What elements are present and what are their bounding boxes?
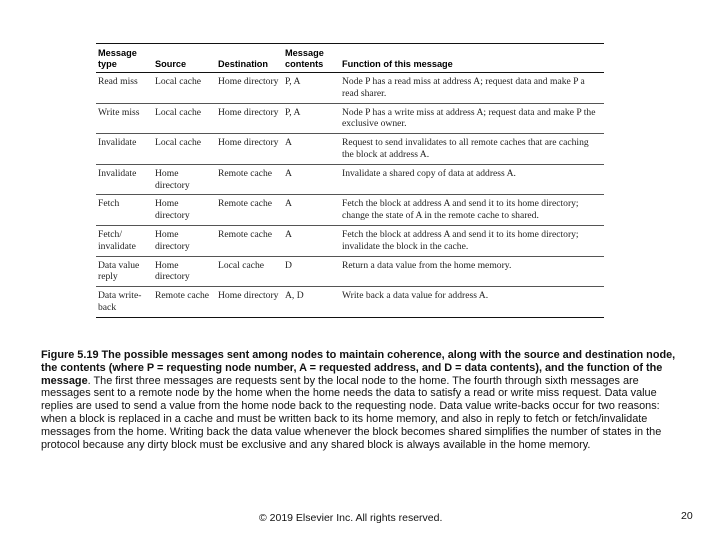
cell-source: Local cache <box>155 76 202 87</box>
cell-contents: A <box>285 167 292 179</box>
cell-source: Home directory <box>155 228 190 252</box>
table-row <box>96 73 604 104</box>
cell-source: Home directory <box>155 259 190 283</box>
cell-destination: Home directory <box>218 76 279 87</box>
header-source: Source <box>155 59 187 69</box>
caption-title: Figure 5.19 The possible messages sent among nodes to maintain coherence, along with the source and destination node, the contents (where P = requesting node number, A = requested address, and D = data contents), and the function of the message <box>41 349 676 387</box>
cell-function: Fetch the block at address A and send it to its home directory; invalidate the block in the cache. <box>342 228 579 252</box>
cell-source: Home directory <box>155 198 190 222</box>
cell-contents: A <box>285 137 292 149</box>
cell-message-type: Fetch <box>98 198 120 210</box>
page-number: 20 <box>681 510 693 522</box>
cell-source: Local cache <box>155 106 202 118</box>
cell-destination: Remote cache <box>218 228 273 240</box>
cell-contents: A, D <box>285 290 304 302</box>
message-table-figure <box>96 43 604 318</box>
cell-destination: Home directory <box>218 290 279 302</box>
table-row <box>96 287 604 318</box>
cell-function: Return a data value from the home memory. <box>342 259 512 271</box>
cell-function: Request to send invalidates to all remote caches that are caching the block at address A. <box>342 137 589 160</box>
cell-function: Node P has a read miss at address A; request data and make P a read sharer. <box>342 76 585 99</box>
cell-contents: P, A <box>285 76 301 87</box>
cell-message-type: Invalidate <box>98 137 137 149</box>
cell-destination: Local cache <box>218 259 265 271</box>
header-destination: Destination <box>218 59 269 69</box>
cell-message-type: Read miss <box>98 76 138 87</box>
cell-destination: Home directory <box>218 137 279 149</box>
copyright-notice: © 2019 Elsevier Inc. All rights reserved. <box>259 512 443 524</box>
cell-function: Write back a data value for address A. <box>342 290 489 302</box>
coherence-message-table <box>96 43 604 318</box>
cell-destination: Remote cache <box>218 167 273 179</box>
cell-message-type: Write miss <box>98 106 140 118</box>
cell-message-type: Data value reply <box>98 259 140 283</box>
cell-source: Home directory <box>155 167 190 191</box>
table-row <box>96 164 604 195</box>
cell-message-type: Fetch/ invalidate <box>98 228 136 252</box>
cell-contents: A <box>285 198 292 210</box>
cell-message-type: Invalidate <box>98 167 137 179</box>
caption-body: . The first three messages are requests sent by the local node to the home. The fourth through sixth messages are messages sent to a remote node by the home when the home needs the data to satisfy a read or write miss request. Data value replies are used to send a value from the home node back to the requesting node. Data value write-backs occur for two reasons: when a block is replaced in a cache and must be written back to its home memory, and also in reply to fetch or fetch/invalidate messages from the home. Writing back the data value whenever the block becomes shared simplifies the number of states in the protocol because any dirty block must be exclusive and any shared block is always available in the home memory. <box>41 374 662 451</box>
cell-destination: Home directory <box>218 106 279 118</box>
cell-contents: P, A <box>285 106 301 118</box>
table-header-row <box>96 44 604 73</box>
cell-function: Invalidate a shared copy of data at address A. <box>342 167 516 179</box>
table-row <box>96 103 604 134</box>
cell-source: Remote cache <box>155 290 210 302</box>
cell-contents: D <box>285 259 292 271</box>
figure-caption <box>41 349 681 451</box>
table-row <box>96 256 604 287</box>
cell-contents: A <box>285 228 292 240</box>
cell-function: Node P has a write miss at address A; request data and make P the exclusive owner. <box>342 106 596 130</box>
table-row <box>96 134 604 165</box>
header-message-contents: Message contents <box>285 48 324 69</box>
header-function: Function of this message <box>342 59 453 69</box>
table-row <box>96 195 604 226</box>
cell-source: Local cache <box>155 137 202 149</box>
cell-destination: Remote cache <box>218 198 273 210</box>
header-message-type: Message type <box>98 48 137 69</box>
cell-message-type: Data write-back <box>98 290 142 313</box>
cell-function: Fetch the block at address A and send it to its home directory; change the state of A in the remote cache to shared. <box>342 198 579 222</box>
table-row <box>96 225 604 256</box>
